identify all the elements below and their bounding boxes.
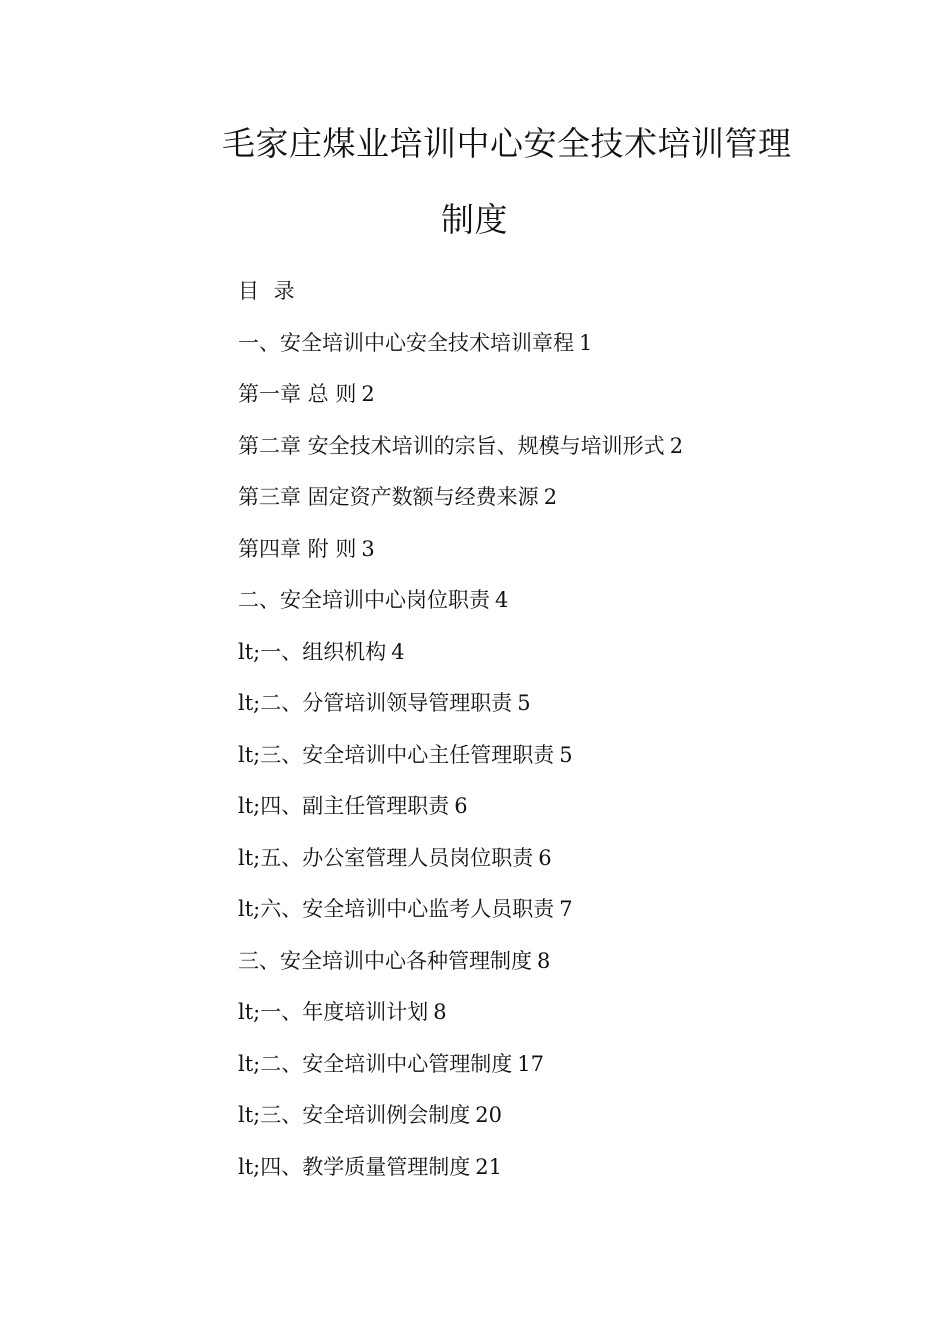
toc-item xyxy=(238,996,918,1028)
toc-item-text: lt;一、年度培训计划 xyxy=(238,1000,429,1024)
toc-item xyxy=(238,893,918,925)
toc-item-text: 三、安全培训中心各种管理制度 xyxy=(238,948,532,973)
toc-item xyxy=(238,687,918,719)
toc-item-text: lt;二、安全培训中心管理制度 xyxy=(238,1051,513,1076)
toc-item-text: 一、安全培训中心安全技术培训章程 xyxy=(238,330,574,355)
toc-item xyxy=(238,1048,918,1080)
toc-item xyxy=(238,739,918,771)
document-title-line-1: 毛家庄煤业培训中心安全技术培训管理 xyxy=(222,124,792,163)
toc-item-page-number: 17 xyxy=(517,1051,544,1076)
toc-item-text: 二、安全培训中心岗位职责 xyxy=(238,588,490,612)
document-title-line-2: 制度 xyxy=(441,200,508,239)
toc-item-text: 第三章 固定资产数额与经费来源 xyxy=(238,485,539,509)
toc-item xyxy=(238,1099,918,1131)
toc-item xyxy=(238,584,918,616)
toc-item xyxy=(238,945,918,977)
toc-item-page-number: 4 xyxy=(391,639,405,664)
toc-item-page-number: 8 xyxy=(537,948,551,973)
toc-item-text: 第一章 总 则 xyxy=(238,382,357,406)
toc-item xyxy=(238,533,918,565)
toc-item-text: lt;二、分管培训领导管理职责 xyxy=(238,691,513,715)
toc-item xyxy=(238,430,918,462)
toc-item-page-number: 1 xyxy=(579,330,593,355)
toc-item-text: lt;四、副主任管理职责 xyxy=(238,794,450,818)
toc-item-page-number: 2 xyxy=(669,433,684,458)
toc-item-page-number: 4 xyxy=(495,588,509,612)
toc-item xyxy=(238,790,918,822)
toc-item-page-number: 2 xyxy=(361,382,375,406)
toc-item-page-number: 7 xyxy=(559,897,573,921)
toc-item-text: lt;三、安全培训中心主任管理职责 xyxy=(238,742,555,767)
toc-item-text: 第二章 安全技术培训的宗旨、规模与培训形式 xyxy=(238,433,665,458)
toc-item-page-number: 6 xyxy=(454,794,468,818)
toc-item xyxy=(238,378,918,410)
toc-item-page-number: 2 xyxy=(543,485,558,509)
toc-item xyxy=(238,481,918,513)
toc-item-text: lt;三、安全培训例会制度 xyxy=(238,1103,471,1127)
toc-heading: 目 录 xyxy=(238,279,299,303)
toc-item-page-number: 6 xyxy=(538,845,552,870)
toc-item-page-number: 20 xyxy=(475,1103,502,1127)
toc-item-page-number: 3 xyxy=(361,536,375,561)
toc-item-text: lt;六、安全培训中心监考人员职责 xyxy=(238,897,555,921)
toc-item-page-number: 8 xyxy=(433,1000,447,1024)
toc-item xyxy=(238,842,918,874)
toc-item xyxy=(238,1151,918,1183)
toc-item-page-number: 21 xyxy=(475,1154,502,1179)
toc-item-page-number: 5 xyxy=(559,742,573,767)
toc-item-text: 第四章 附 则 xyxy=(238,536,357,561)
toc-item xyxy=(238,636,918,668)
toc-item-text: lt;五、办公室管理人员岗位职责 xyxy=(238,845,534,870)
table-of-contents xyxy=(238,275,918,1183)
toc-item xyxy=(238,327,918,359)
toc-item-text: lt;四、教学质量管理制度 xyxy=(238,1154,471,1179)
toc-item-text: lt;一、组织机构 xyxy=(238,639,387,664)
toc-list xyxy=(238,327,918,1183)
toc-item-page-number: 5 xyxy=(517,691,531,715)
